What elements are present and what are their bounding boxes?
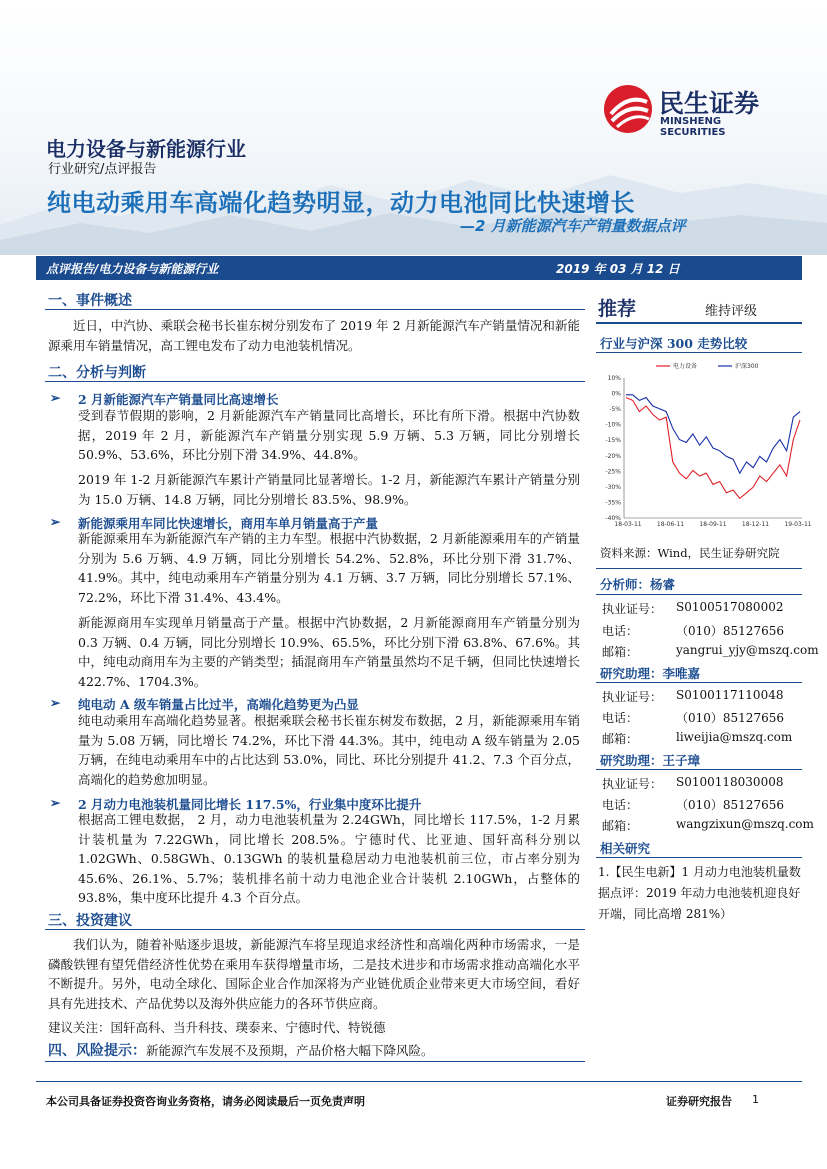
related-research-title: 相关研究 (600, 841, 651, 856)
minsheng-logo (603, 84, 788, 138)
section-4-text: 新能源汽车发展不及预期，产品价格大幅下降风险。 (146, 1043, 434, 1058)
assistant-1-phone-label: 电话： (602, 711, 639, 725)
x-tick-label: 18-03-11 (614, 521, 642, 528)
chart-divider (596, 352, 802, 353)
divider (596, 568, 802, 569)
bullet-arrow-icon: ➢ (50, 795, 61, 810)
assistant-2-heading (600, 751, 700, 769)
bullet-4-para-1: 根据高工锂电数据， 2 月，动力电池装机量为 2.24GWh，同比增长 117.5%，1-2 月累计装机量为 7.22GWh，同比增长 208.5%。宁德时代、比亚迪、国轩高科分别以 1.02GWh、0.58GWh、0.13GWh 的装机量稳居动力电池装机前三位，市占率分别为 45.6%、26.1%、5.7%；装机排名前十动力电池企业合计装机 2.10GWh，占整体的 93.8%，集中度环比提升 4.3 个百分点。 (78, 812, 580, 905)
assistant-1-email[interactable]: liweijia@mszq.com (676, 730, 793, 744)
y-tick-label: 10% (607, 375, 621, 382)
analyst-email[interactable]: yangrui_yjy@mszq.com (676, 643, 819, 657)
section-divider (45, 929, 585, 930)
section-divider (45, 309, 585, 310)
x-tick-label: 18-06-11 (656, 521, 685, 528)
bullet-arrow-icon: ➢ (50, 390, 61, 405)
analyst-email-label: 邮箱： (602, 645, 639, 659)
y-tick-label: -5% (609, 406, 621, 414)
bullet-arrow-icon: ➢ (50, 695, 61, 710)
y-tick-label: 0% (611, 390, 621, 398)
assistant-1-email-label: 邮箱： (602, 732, 639, 746)
bullet-2-para-1: 新能源乘用车为新能源汽车产销的主力车型。根据中汽协数据，2 月新能源乘用车的产销量分别为 5.6 万辆、4.9 万辆，同比分别增长 54.2%、52.8%，环比分别下滑 31.7%、41.9%。其中，纯电动乘用车产销量分别为 4.1 万辆、3.7 万辆，同比分别增长 57.1%、72.2%，环比下滑 31.4%、43.4%。 (78, 531, 580, 605)
analyst-phone: （010）85127656 (676, 624, 784, 638)
assistant-2-label: 研究助理： (600, 753, 663, 768)
x-tick-label: 18-12-11 (741, 521, 770, 528)
assistant-1-label: 研究助理： (600, 666, 663, 681)
bullet-3-para-1: 纯电动乘用车高端化趋势显著。根据乘联会秘书长崔东树发布数据，2 月，新能源乘用车销量为 5.08 万辆，同比增长 74.2%，环比下滑 44.3%。其中，纯电动 A 级车销量为 2.05 万辆，在纯电动乘用车中的占比达到 53.0%，同比、环比分别提升 41.2、7.3 个百分点，高端化的趋势愈加明显。 (78, 713, 580, 787)
section-4 (48, 1040, 580, 1061)
assistant-1-name: 李唯嘉 (662, 666, 701, 681)
logo-text-cn: 民生证券 (659, 89, 760, 118)
industry-name: 电力设备与新能源行业 (46, 137, 246, 161)
x-tick-label: 18-09-11 (699, 521, 727, 528)
section-1-title: 一、事件概述 (48, 293, 132, 309)
footer-report-label: 证券研究报告 (666, 1095, 732, 1108)
legend-label: 电力设备 (673, 363, 698, 370)
report-title: 纯电动乘用车高端化趋势明显，动力电池同比快速增长 (47, 189, 635, 217)
series-line (626, 395, 800, 473)
assistant-2-phone: （010）85127656 (676, 798, 784, 812)
y-tick-label: -20% (605, 452, 621, 460)
trend-chart (596, 356, 812, 536)
assistant-2-license: S0100118030008 (676, 775, 784, 789)
chart-source: 资料来源：Wind，民生证券研究院 (600, 546, 780, 560)
section-2-title: 二、分析与判断 (48, 365, 146, 381)
bullet-3-title: 纯电动 A 级车销量占比过半，高端化趋势更为凸显 (78, 697, 359, 712)
assistant-1-phone: （010）85127656 (676, 711, 784, 725)
section-4-title: 四、风险提示： (48, 1043, 146, 1059)
footer-disclaimer: 本公司具备证券投资咨询业务资格，请务必阅读最后一页免责声明 (46, 1095, 365, 1108)
y-tick-label: -35% (605, 499, 621, 507)
bullet-2-para-2: 新能源商用车实现单月销量高于产量。根据中汽协数据，2 月新能源商用车产销量分别为 0.3 万辆、0.4 万辆，同比分别增长 10.9%、65.5%，环比分别下滑 63.8%、67.6%。其中，纯电动商用车为主要的产销类型；插混商用车产销量虽然均不足千辆，但同比快速增长 422.7%、1704.3%。 (78, 615, 580, 689)
divider (596, 857, 802, 858)
assistant-2-name: 王子璋 (662, 753, 701, 768)
related-research-item[interactable]: 1.【民生电新】1 月动力电池装机量数据点评：2019 年动力电池装机迎良好开端，同比高增 281%） (598, 865, 801, 921)
report-subtitle: —2 月新能源汽车产销量数据点评 (460, 217, 686, 235)
assistant-2-email-label: 邮箱： (602, 819, 639, 833)
section-3-para-1: 我们认为，随着补贴逐步退坡，新能源汽车将呈现追求经济性和高端化两种市场需求，一是磷酸铁锂有望凭借经济性优势在乘用车获得增量市场，二是技术进步和市场需求推动高端化水平不断提升。另外，电动全球化、国际企业合作加深将为产业链优质企业带来更大市场空间，看好具有先进技术、产品优势以及海外供应能力的各环节供应商。 (48, 937, 580, 1011)
logo-text-en: MINSHENG SECURITIES (660, 116, 726, 138)
chart-title: 行业与沪深 300 走势比较 (600, 336, 748, 351)
divider (596, 682, 802, 683)
section-divider (45, 1061, 585, 1062)
section-3-title: 三、投资建议 (48, 913, 132, 929)
analyst-name: 杨睿 (650, 577, 676, 592)
assistant-1-license: S0100117110048 (676, 688, 784, 702)
y-tick-label: -15% (605, 437, 621, 445)
bullet-1-title: 2 月新能源汽车产销量同比高速增长 (78, 392, 279, 407)
bullet-2-title: 新能源乘用车同比快速增长，商用车单月销量高于产量 (78, 516, 379, 531)
rating-divider (596, 322, 802, 324)
assistant-2-license-label: 执业证号： (602, 777, 663, 791)
y-tick-label: -30% (605, 483, 621, 491)
bullet-1-para-1: 受到春节假期的影响，2 月新能源汽车产销量同比高增长，环比有所下滑。根据中汽协数据，2019 年 2 月，新能源汽车产销量分别实现 5.9 万辆、5.3 万辆，同比分别增长 50.9%、53.6%，环比分别下滑 34.9%、44.8%。 (78, 408, 580, 462)
assistant-2-email[interactable]: wangzixun@mszq.com (676, 817, 814, 831)
legend-label: 沪深300 (735, 363, 759, 370)
report-info-bar (36, 256, 802, 280)
assistant-1-heading (600, 664, 700, 682)
y-tick-label: -10% (605, 421, 621, 429)
bullet-4-title: 2 月动力电池装机量同比增长 117.5%，行业集中度环比提升 (78, 797, 422, 812)
footer-divider (36, 1081, 802, 1082)
logo-mark-icon (603, 84, 653, 134)
rating-note: 维持评级 (705, 304, 758, 319)
assistant-1-license-label: 执业证号： (602, 690, 663, 704)
analyst-heading (600, 575, 675, 593)
bullet-1-para-2: 2019 年 1-2 月新能源汽车累计产销量同比显著增长。1-2 月，新能源汽车累计产销量分别为 15.0 万辆、14.8 万辆，同比分别增长 83.5%、98.9%。 (78, 472, 580, 507)
divider (596, 769, 802, 770)
y-tick-label: -40% (605, 515, 621, 522)
bullet-arrow-icon: ➢ (50, 514, 61, 529)
footer-page-number: 1 (752, 1093, 759, 1106)
y-tick-label: -25% (605, 468, 621, 476)
analyst-label: 分析师： (600, 577, 651, 592)
analyst-license: S0100517080002 (676, 600, 784, 614)
section-3-para-2: 建议关注：国轩高科、当升科技、璞泰来、宁德时代、特锐德 (48, 1020, 386, 1035)
divider (596, 594, 802, 595)
rating: 推荐 (598, 298, 637, 320)
report-date: 2019 年 03 月 12 日 (556, 262, 680, 276)
report-category: 点评报告/电力设备与新能源行业 (46, 262, 219, 276)
analyst-phone-label: 电话： (602, 624, 639, 638)
assistant-2-phone-label: 电话： (602, 798, 639, 812)
report-type: 行业研究/点评报告 (48, 162, 157, 177)
section-1-text: 近日，中汽协、乘联会秘书长崔东树分别发布了 2019 年 2 月新能源汽车产销量情况和新能源乘用车销量情况，高工锂电发布了动力电池装机情况。 (48, 318, 580, 353)
analyst-license-label: 执业证号： (602, 602, 663, 616)
section-divider (45, 381, 585, 382)
x-tick-label: 19-03-11 (784, 521, 812, 528)
